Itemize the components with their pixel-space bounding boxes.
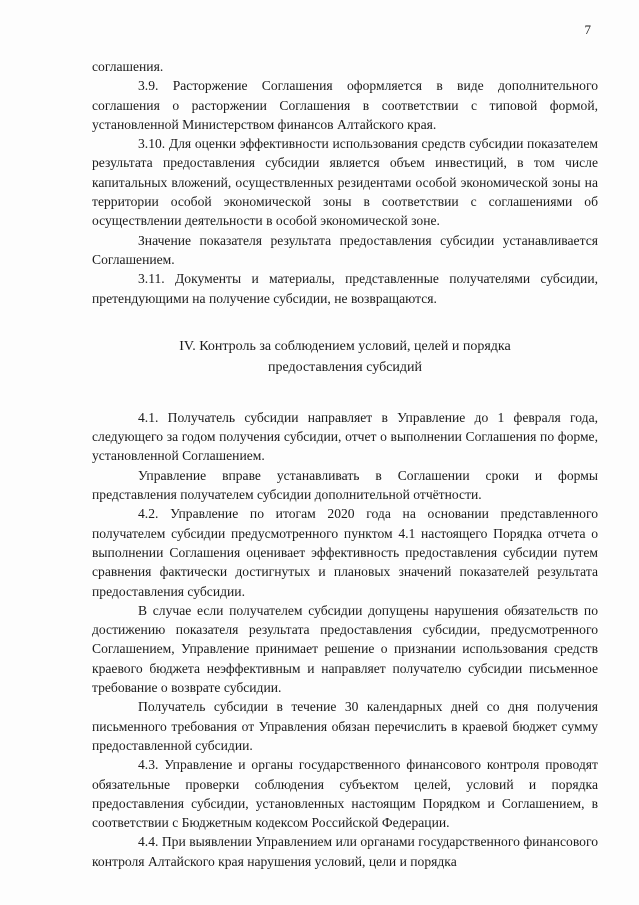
paragraph: 4.2. Управление по итогам 2020 года на основании представленного получателем субсидии предусмотренного пунктом 4.1 настоящего Порядка отчета о выполнении Соглашения оценивает эффективность предоставления субсидии путем сравнения фактически достигнутых и плановых значений показателей результата предоставления субсидии. [92,506,598,599]
paragraph: 3.10. Для оценки эффективности использования средств субсидии показателем результата предоставления субсидии является объем инвестиций, в том числе капитальных вложений, осуществленных резидентами особой экономической зоны на территории особой экономической зоны в соответствии с соглашениями об осуществлении деятельности в особой экономической зоне. [92,136,598,229]
paragraph: Значение показателя результата предоставления субсидии устанавливается Соглашением. [92,232,598,267]
section-heading-line: предоставления субсидий [267,359,423,375]
paragraph: 4.1. Получатель субсидии направляет в Управление до 1 февраля года, следующего за годом получения субсидии, отчет о выполнении Соглашения по форме, установленной Соглашением. [92,409,598,464]
paragraph: 3.9. Расторжение Соглашения оформляется в виде дополнительного соглашения о расторжении Соглашения в соответствии с типовой формой, установленной Министерством финансов Алтайского края. [92,78,598,132]
paragraph: В случае если получателем субсидии допущены нарушения обязательств по достижению показателя результата предоставления субсидии, предусмотренного Соглашением, Управление принимает решение о признании использования средств краевого бюджета неэффективным и направляет получателю субсидии письменное требование о возврате субсидии. [92,602,598,696]
paragraph: 4.4. При выявлении Управлением или органами государственного финансового контроля Алтайского края нарушения условий, цели и порядка [92,834,598,869]
page-number: 7 [584,22,591,37]
section-heading [92,336,598,378]
paragraph: 4.3. Управление и органы государственного финансового контроля проводят обязательные проверки соблюдения субъектом целей, условий и порядка предоставления субсидии, установленных настоящим Порядком и Соглашением, в соответствии с Бюджетным кодексом Российской Федерации. [92,757,598,831]
paragraph: Управление вправе устанавливать в Соглашении сроки и формы представления получателем субсидии дополнительной отчётности. [92,467,598,503]
paragraph: Получатель субсидии в течение 30 календарных дней со дня получения письменного требования от Управления обязан перечислить в краевой бюджет сумму предоставленной субсидии. [92,699,598,753]
document-body [92,57,598,871]
paragraph: 3.11. Документы и материалы, представленные получателями субсидии, претендующими на получение субсидии, не возвращаются. [92,271,598,306]
paragraph: соглашения. [92,59,164,74]
section-heading-line: IV. Контроль за соблюдением условий, целей и порядка [179,338,511,354]
